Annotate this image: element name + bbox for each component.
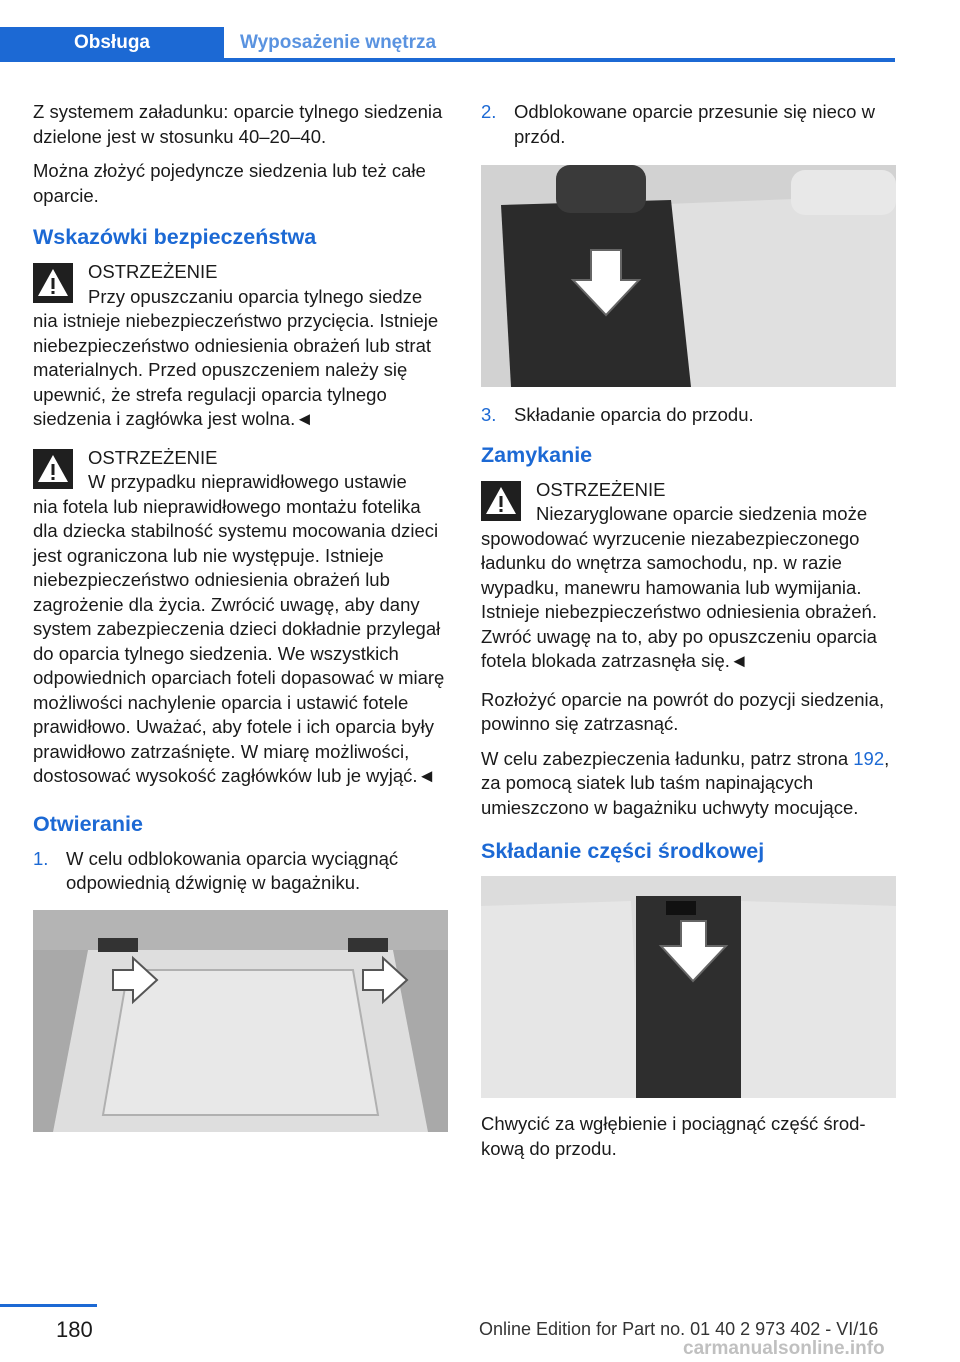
step-number: 2. — [481, 101, 497, 122]
step-number: 1. — [33, 847, 49, 869]
header-rule — [0, 58, 895, 62]
open-heading: Otwieranie — [33, 811, 143, 836]
warning-text-first-line: W przypadku nieprawidłowego ustawie — [88, 471, 407, 492]
fold-paragraph: Można złożyć pojedyncze siedzenia lub też całe oparcie. — [33, 160, 426, 206]
section-tab: Obsługa — [0, 27, 224, 58]
step-text: Odblokowane oparcie przesunie się nieco w przód. — [514, 101, 875, 147]
warning-text — [33, 470, 448, 789]
warning-text — [33, 285, 448, 432]
trunk-photo — [33, 910, 448, 1132]
step-1 — [33, 847, 448, 896]
watermark: carmanualsonline.info — [683, 1338, 885, 1359]
page-reference-link[interactable]: 192 — [853, 747, 885, 769]
page-number: 180 — [56, 1317, 93, 1342]
intro-paragraph: Z systemem załadunku: oparcie tylnego siedzenia dzielone jest w stosunku 40–20–40. — [33, 101, 443, 147]
close-heading: Zamykanie — [481, 442, 593, 467]
edition-note: Online Edition for Part no. 01 40 2 973 402 - VI/16 — [479, 1319, 879, 1339]
left-column — [33, 100, 448, 1132]
warning-triangle-icon — [33, 263, 73, 303]
warning-text-rest: nia fotela lub nieprawidłowego montażu fotelika dla dziecka stabilność systemu mocowania dzieci jest ograniczona lub nie występuje. Istnieje niebezpieczeństwo odniesienia obrażeń lub zagrożenie dla życia. Zwrócić uwagę, aby dany system zabezpieczenia dzieci dokładnie przylegał do oparcia tylnego siedzenia. We wszystkich odpowiednich oparciach foteli dopasować w miarę możliwości nachylenie oparcia i ustawić fotele prawidłowo. Uważać, aby fotele i ich oparcia były prawidłowo zatrzaśnięte. W miarę możliwości, dostosować wysokość zagłówków lub je wyjąć.◄ — [33, 495, 445, 786]
seat-forward-photo — [481, 165, 896, 387]
step-text: W celu odblokowania oparcia wyciągnąć odpowiednią dźwignię w bagażniku. — [66, 847, 399, 893]
center-section-photo — [481, 876, 896, 1098]
warning-block-1 — [33, 260, 448, 432]
secure-paragraph — [481, 747, 896, 821]
step-text: Składanie oparcia do przodu. — [514, 404, 754, 425]
reset-paragraph: Rozłożyć oparcie na powrót do pozycji siedzenia, powinno się zatrzasnąć. — [481, 688, 885, 734]
footer-rule — [0, 1304, 97, 1307]
center-heading: Składanie części środkowej — [481, 839, 765, 863]
warning-triangle-icon — [33, 449, 73, 489]
step-3 — [481, 403, 896, 428]
warning-text-first-line: Niezaryglowane oparcie siedzenia może — [536, 503, 868, 524]
warning-block-3 — [481, 478, 896, 674]
warning-title: OSTRZEŻENIE — [536, 478, 666, 500]
secure-text-a: W celu zabezpieczenia ładunku, patrz strona — [481, 747, 854, 769]
page-header — [0, 0, 960, 62]
step-2 — [481, 100, 896, 149]
warning-text-rest: spowodować wyrzucenie niezabezpieczonego ładunku do wnętrza samochodu, np. w razie wypadku, manewru hamowania lub wymijania. Istnieje niebezpieczeństwo odniesienia obrażeń. Zwróć uwagę na to, aby po opuszczeniu oparcia fotela blokada zatrzasnęła się.◄ — [481, 527, 877, 671]
safety-heading: Wskazówki bezpieczeństwa — [33, 225, 317, 249]
warning-title: OSTRZEŻENIE — [88, 261, 218, 282]
warning-block-2 — [33, 446, 448, 789]
warning-title: OSTRZEŻENIE — [88, 446, 218, 468]
warning-text-first-line: Przy opuszczaniu oparcia tylnego siedze — [88, 285, 423, 307]
center-paragraph: Chwycić za wgłębienie i pociągnąć część środkową do przodu. — [481, 1113, 866, 1159]
secure-text-b: , za pomocą siatek lub taśm napinających umieszczono w bagażniku uchwyty mocujące. — [481, 747, 890, 818]
step-number: 3. — [481, 404, 497, 425]
warning-text — [481, 502, 896, 674]
warning-triangle-icon — [481, 481, 521, 521]
right-column — [481, 100, 896, 1171]
chapter-tab: Wyposażenie wnętrza — [240, 32, 437, 53]
warning-text-rest: nia istnieje niebezpieczeństwo przycięcia. Istnieje niebezpieczeństwo odniesienia obrażeń lub strat materialnych. Przed opuszczeniem należy się upewnić, że strefa regulacji oparcia tylnego siedzenia i zagłówka jest wolna.◄ — [33, 310, 439, 429]
